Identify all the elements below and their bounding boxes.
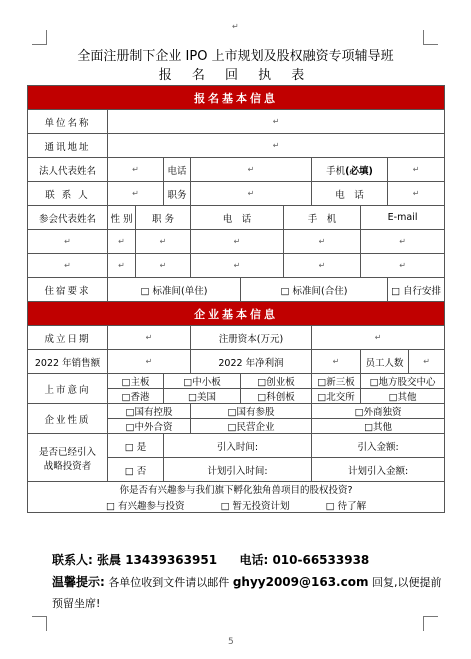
mobile2-header: 手 机 xyxy=(284,206,361,230)
company-nature-label: 企业性质 xyxy=(28,404,108,434)
return-mark: ↵ xyxy=(132,165,139,174)
tel2-header: 电 话 xyxy=(191,206,284,230)
contact-tel: 010-66533938 xyxy=(272,553,370,567)
job-header: 职 务 xyxy=(136,206,191,230)
founded-label: 成立日期 xyxy=(28,326,108,350)
position-label: 职务 xyxy=(164,182,191,206)
return-mark: ↵ xyxy=(145,357,153,366)
contact-label: 联 系 人 xyxy=(28,182,108,206)
return-mark: ↵ xyxy=(159,261,167,270)
return-mark: ↵ xyxy=(318,261,326,270)
strategic-investor-label-line2: 战略投资者 xyxy=(43,460,92,472)
return-mark: ↵ xyxy=(272,117,280,126)
phone-field[interactable] xyxy=(191,158,312,182)
mobile-field[interactable] xyxy=(388,158,445,182)
lodging-self-checkbox[interactable]: □ 自行安排 xyxy=(388,278,445,302)
plan-amount-field[interactable]: 计划引入金额: xyxy=(312,458,445,482)
reg-capital-field[interactable] xyxy=(312,326,445,350)
answer-to-learn-checkbox[interactable]: □ 待了解 xyxy=(325,501,367,512)
attendee-tel-cell[interactable] xyxy=(191,254,284,278)
return-mark: ↵ xyxy=(64,261,71,270)
return-mark: ↵ xyxy=(64,237,71,246)
listing-hong-kong-checkbox[interactable]: □香港 xyxy=(108,389,164,404)
return-mark: ↵ xyxy=(233,261,241,270)
attendee-gender-cell[interactable] xyxy=(108,230,136,254)
basic-info-header: 报名基本信息 xyxy=(28,86,445,110)
nature-private-checkbox[interactable]: □民营企业 xyxy=(191,419,312,434)
listing-usa-checkbox[interactable]: □美国 xyxy=(164,389,241,404)
return-mark: ↵ xyxy=(374,333,382,342)
attendee-row xyxy=(28,230,445,254)
employees-field[interactable] xyxy=(409,350,445,374)
position-field[interactable] xyxy=(191,182,312,206)
attendee-email-cell[interactable] xyxy=(361,230,445,254)
listing-main-board-checkbox[interactable]: □主板 xyxy=(108,374,164,389)
contact-person-mobile: 13439363951 xyxy=(125,553,218,567)
profit-2022-label: 2022 年净利润 xyxy=(191,350,312,374)
address-label: 通讯地址 xyxy=(28,134,108,158)
investor-yes-checkbox[interactable]: □ 是 xyxy=(108,434,164,458)
crop-mark-bottom-right xyxy=(423,616,438,631)
return-mark: ↵ xyxy=(232,22,239,31)
answer-interested-checkbox[interactable]: □ 有兴趣参与投资 xyxy=(106,501,185,512)
investment-question xyxy=(28,482,445,513)
employees-label: 员工人数 xyxy=(361,350,409,374)
listing-bse-checkbox[interactable]: □北交所 xyxy=(312,389,361,404)
listing-other-checkbox[interactable]: □其他 xyxy=(361,389,445,404)
investment-answers xyxy=(30,498,442,512)
legal-rep-field[interactable] xyxy=(108,158,164,182)
return-mark: ↵ xyxy=(145,333,153,342)
strategic-investor-label xyxy=(28,434,108,482)
nature-other-checkbox[interactable]: □其他 xyxy=(312,419,445,434)
attendee-email-cell[interactable] xyxy=(361,254,445,278)
investor-no-checkbox[interactable]: □ 否 xyxy=(108,458,164,482)
return-mark: ↵ xyxy=(399,261,406,270)
lodging-shared-checkbox[interactable]: □ 标准间(合住) xyxy=(241,278,388,302)
mobile-required-note: (必填) xyxy=(345,165,373,177)
attendee-job-cell[interactable] xyxy=(136,254,191,278)
contact-person-label: 联系人: xyxy=(52,553,93,567)
footer-note-continued: 预留坐席! xyxy=(52,597,101,610)
plan-time-field[interactable]: 计划引入时间: xyxy=(164,458,312,482)
nature-foreign-owned-checkbox[interactable]: □外商独资 xyxy=(312,404,445,419)
attendee-gender-cell[interactable] xyxy=(108,254,136,278)
unit-name-field[interactable] xyxy=(108,110,445,134)
address-field[interactable] xyxy=(108,134,445,158)
attendee-mobile-cell[interactable] xyxy=(284,254,361,278)
strategic-investor-label-line1: 是否已经引入 xyxy=(38,446,96,458)
answer-no-plan-checkbox[interactable]: □ 暂无投资计划 xyxy=(220,501,290,512)
note-label: 温馨提示: xyxy=(52,575,105,589)
page-number: 5 xyxy=(228,637,234,647)
footer-contact xyxy=(52,551,369,568)
return-mark: ↵ xyxy=(332,357,340,366)
listing-intent-label: 上市意向 xyxy=(28,374,108,404)
mobile-label-text: 手机 xyxy=(326,165,346,177)
reg-capital-label: 注册资本(万元) xyxy=(191,326,312,350)
gender-header: 性 别 xyxy=(108,206,136,230)
attendee-tel-cell[interactable] xyxy=(191,230,284,254)
sales-2022-field[interactable] xyxy=(108,350,191,374)
tel-label: 电 话 xyxy=(312,182,388,206)
nature-state-participated-checkbox[interactable]: □国有参股 xyxy=(191,404,312,419)
listing-regional-exchange-checkbox[interactable]: □地方股交中心 xyxy=(361,374,445,389)
founded-field[interactable] xyxy=(108,326,191,350)
return-mark: ↵ xyxy=(118,261,125,270)
return-mark: ↵ xyxy=(423,357,430,366)
document-title: 全面注册制下企业 IPO 上市规划及股权融资专项辅导班 xyxy=(77,49,394,64)
legal-rep-label: 法人代表姓名 xyxy=(28,158,108,182)
return-mark: ↵ xyxy=(412,189,420,198)
attendee-job-cell[interactable] xyxy=(136,230,191,254)
return-mark: ↵ xyxy=(118,237,125,246)
profit-2022-field[interactable] xyxy=(312,350,361,374)
document-subtitle: 报 名 回 执 表 xyxy=(158,68,313,83)
sales-2022-label: 2022 年销售额 xyxy=(28,350,108,374)
company-info-header: 企业基本信息 xyxy=(28,302,445,326)
return-mark: ↵ xyxy=(159,237,167,246)
attendee-name-cell[interactable] xyxy=(28,230,108,254)
nature-state-controlled-checkbox[interactable]: □国有控股 xyxy=(108,404,191,419)
phone-label: 电话 xyxy=(164,158,191,182)
listing-sme-board-checkbox[interactable]: □中小板 xyxy=(164,374,241,389)
investment-question-text: 你是否有兴趣参与我们旗下孵化独角兽项目的股权投资? xyxy=(119,485,353,496)
email-header: E-mail xyxy=(361,206,445,230)
registration-form xyxy=(27,85,445,513)
note-text-2: 回复,以便提前 xyxy=(371,576,442,589)
note-text-1: 各单位收到文件请以邮件 xyxy=(108,576,230,589)
return-mark: ↵ xyxy=(318,237,326,246)
intro-time-field[interactable]: 引入时间: xyxy=(164,434,312,458)
return-mark: ↵ xyxy=(272,141,280,150)
unit-name-label: 单位名称 xyxy=(28,110,108,134)
listing-chinext-checkbox[interactable]: □创业板 xyxy=(241,374,312,389)
return-mark: ↵ xyxy=(399,237,406,246)
attendee-name-cell[interactable] xyxy=(28,254,108,278)
tel-field[interactable] xyxy=(388,182,445,206)
return-mark: ↵ xyxy=(132,189,139,198)
attendee-row xyxy=(28,254,445,278)
contact-person-name: 张晨 xyxy=(97,553,122,567)
crop-mark-bottom-left xyxy=(32,616,47,631)
return-mark: ↵ xyxy=(247,189,255,198)
contact-field[interactable] xyxy=(108,182,164,206)
intro-amount-field[interactable]: 引入金额: xyxy=(312,434,445,458)
attendee-mobile-cell[interactable] xyxy=(284,230,361,254)
return-mark: ↵ xyxy=(412,165,420,174)
footer-note xyxy=(52,573,441,590)
return-mark: ↵ xyxy=(233,237,241,246)
listing-neeq-checkbox[interactable]: □新三板 xyxy=(312,374,361,389)
nature-joint-venture-checkbox[interactable]: □中外合资 xyxy=(108,419,191,434)
lodging-label: 住宿要求 xyxy=(28,278,108,302)
return-mark: ↵ xyxy=(247,165,255,174)
contact-tel-label: 电话: xyxy=(239,553,269,567)
crop-mark-top-left xyxy=(32,30,47,45)
lodging-single-checkbox[interactable]: □ 标准间(单住) xyxy=(108,278,241,302)
contact-email: ghyy2009@163.com xyxy=(232,575,369,589)
listing-star-market-checkbox[interactable]: □科创板 xyxy=(241,389,312,404)
crop-mark-top-right xyxy=(423,30,438,45)
mobile-label xyxy=(312,158,388,182)
attendee-label: 参会代表姓名 xyxy=(28,206,108,230)
